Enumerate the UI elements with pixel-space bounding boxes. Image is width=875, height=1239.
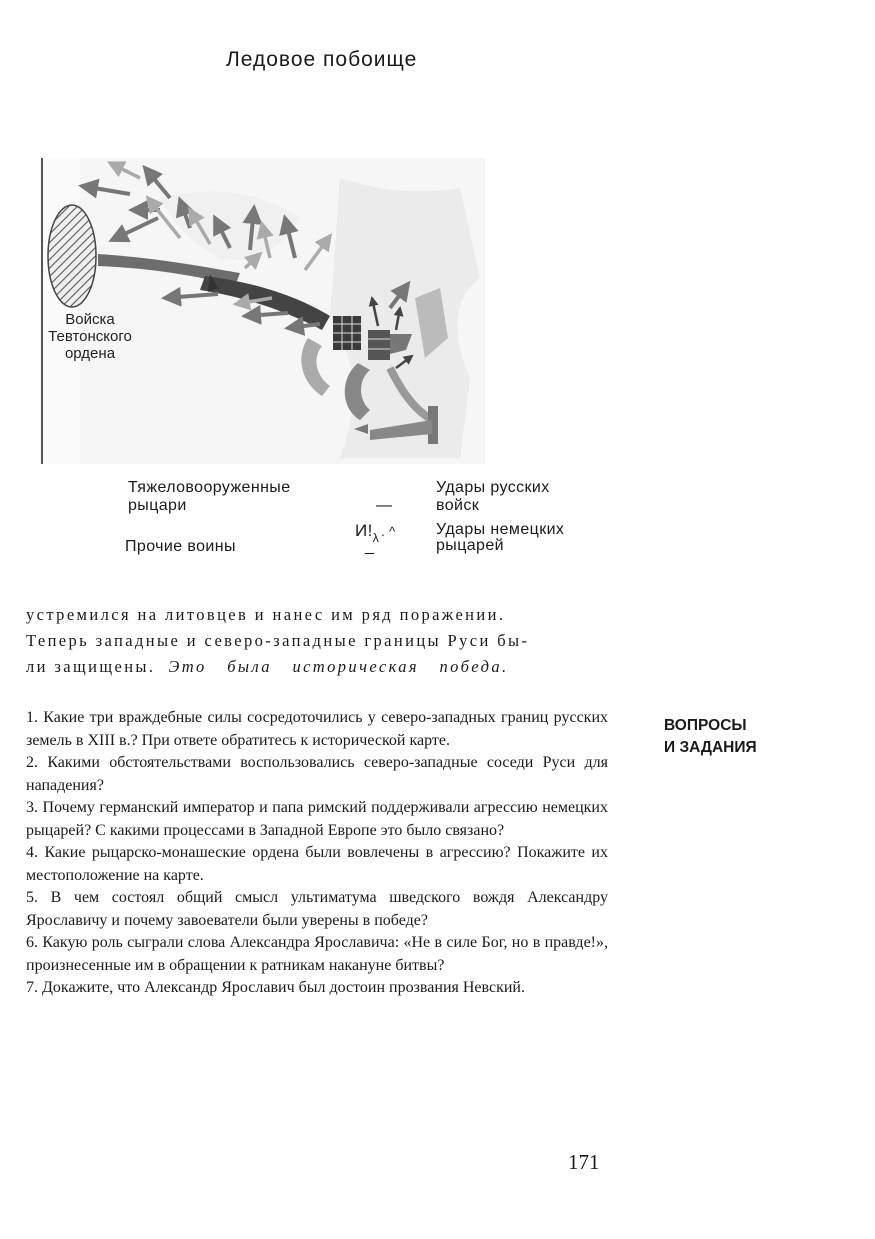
legend-russian-strikes: Удары русских войск bbox=[436, 479, 550, 514]
question-item: 4. Какие рыцарско-монашеские ордена были вовлечены в агрессию? Покажите их местоположение на карте. bbox=[26, 844, 608, 884]
question-item: 2. Какими обстоятельствами воспользовались северо-западные соседи Руси для нападения? bbox=[26, 754, 608, 794]
legend-german-strikes: Удары немецких рыцарей bbox=[436, 521, 565, 554]
hatched-area bbox=[48, 205, 96, 307]
paragraph-line: ли защищены. Это была историческая победа. bbox=[26, 657, 509, 676]
paragraph-line: устремился на литовцев и нанес им ряд поражении. bbox=[26, 605, 506, 624]
paragraph-line: Теперь западные и северо-западные границы Руси бы- bbox=[26, 631, 530, 650]
legend-other-warriors-symbol: $И!_\lambda$ . ^ bbox=[355, 521, 396, 545]
map-label-line-1: Войска bbox=[65, 311, 115, 328]
page-number: 171 bbox=[568, 1150, 600, 1174]
question-item: 6. Какую роль сыграли слова Александра Ярославича: «Не в силе Бог, но в правде!», произнесенные им в обращении к ратникам накануне битвы? bbox=[26, 934, 608, 974]
questions-list bbox=[26, 707, 608, 1000]
question-item: 5. В чем состоял общий смысл ультиматума шведского вождя Александру Ярославичу и почему завоеватели были уверены в победе? bbox=[26, 889, 608, 929]
legend-heavy-knights: Тяжеловооруженные рыцари bbox=[128, 479, 291, 514]
question-item: 7. Докажите, что Александр Ярославич был достоин прозвания Невский. bbox=[26, 979, 525, 996]
legend-heavy-knights-symbol: — bbox=[376, 497, 393, 514]
continuation-paragraph bbox=[26, 602, 611, 680]
figure-title: Ледовое побоище bbox=[226, 48, 418, 71]
map-label-line-2: Тевтонского bbox=[48, 328, 132, 345]
section-heading: ВОПРОСЫ И ЗАДАНИЯ bbox=[664, 717, 757, 756]
question-item: 3. Почему германский император и папа римский поддерживали агрессию немецких рыцарей? С какими процессами в Западной Европе это было связано? bbox=[26, 799, 608, 839]
emphasis-text: Это была историческая победа. bbox=[168, 657, 509, 676]
map-label-line-3: ордена bbox=[64, 345, 116, 362]
legend-other-warriors: Прочие воины bbox=[125, 538, 236, 555]
battle-map bbox=[40, 158, 485, 464]
legend-other-warriors-underscore: _ bbox=[365, 538, 375, 555]
question-item: 1. Какие три враждебные силы сосредоточились у северо-западных границ русских земель в XIII в.? При ответе обратитесь к исторической карте. bbox=[26, 709, 608, 749]
